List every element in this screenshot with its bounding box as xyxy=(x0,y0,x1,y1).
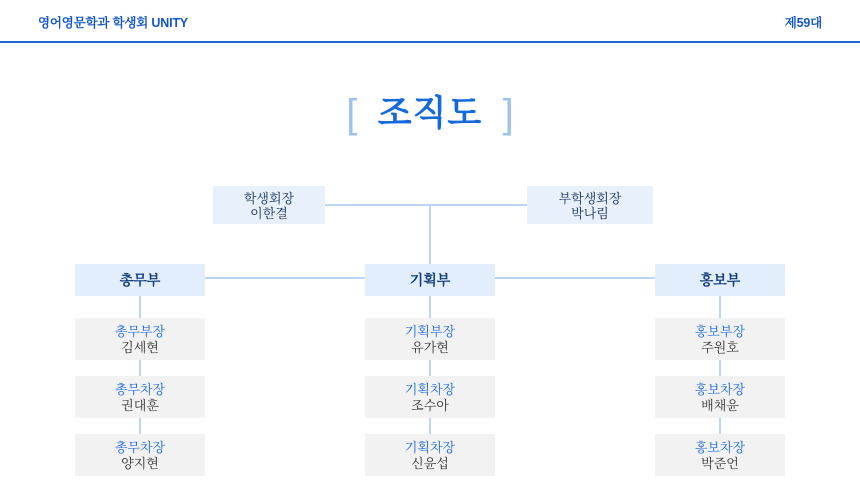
member-role: 기획차장 xyxy=(404,440,456,455)
member-role: 기획차장 xyxy=(404,382,456,397)
page-header xyxy=(0,0,860,43)
node-department-pr: 홍보부 xyxy=(655,264,785,296)
member-role: 홍보차장 xyxy=(694,440,746,455)
node-member-general-1 xyxy=(75,318,205,360)
bracket-right-decoration: ] xyxy=(502,92,514,136)
member-role: 홍보차장 xyxy=(694,382,746,397)
node-member-planning-3 xyxy=(365,434,495,476)
member-role: 총무차장 xyxy=(114,440,166,455)
member-role: 총무차장 xyxy=(114,382,166,397)
node-department-planning: 기획부 xyxy=(365,264,495,296)
org-chart xyxy=(0,160,860,484)
vice-president-name: 박나림 xyxy=(571,205,609,221)
node-member-planning-1 xyxy=(365,318,495,360)
president-role: 학생회장 xyxy=(243,191,295,206)
member-name: 유가현 xyxy=(411,339,449,355)
member-role: 총무부장 xyxy=(114,324,166,339)
member-name: 배채윤 xyxy=(701,397,739,413)
node-department-general-affairs: 총무부 xyxy=(75,264,205,296)
node-vice-president xyxy=(527,186,653,224)
member-name: 조수아 xyxy=(411,397,449,413)
page-title: 조직도 xyxy=(377,94,483,133)
member-name: 양지현 xyxy=(121,455,159,471)
org-name: 영어영문학과 학생회 UNITY xyxy=(38,16,188,30)
vice-president-role: 부학생회장 xyxy=(558,191,622,206)
node-member-pr-1 xyxy=(655,318,785,360)
node-member-general-2 xyxy=(75,376,205,418)
member-name: 주원호 xyxy=(701,339,739,355)
member-name: 김세현 xyxy=(121,339,159,355)
member-name: 권대훈 xyxy=(121,397,159,413)
member-name: 신윤섭 xyxy=(411,455,449,471)
member-name: 박준언 xyxy=(701,455,739,471)
member-role: 홍보부장 xyxy=(694,324,746,339)
page-title-block xyxy=(0,92,860,140)
node-member-pr-3 xyxy=(655,434,785,476)
term-label: 제59대 xyxy=(784,16,822,30)
president-name: 이한결 xyxy=(250,205,288,221)
node-member-planning-2 xyxy=(365,376,495,418)
bracket-left-decoration: [ xyxy=(346,92,358,136)
node-member-general-3 xyxy=(75,434,205,476)
node-president xyxy=(213,186,325,224)
node-member-pr-2 xyxy=(655,376,785,418)
member-role: 기획부장 xyxy=(404,324,456,339)
